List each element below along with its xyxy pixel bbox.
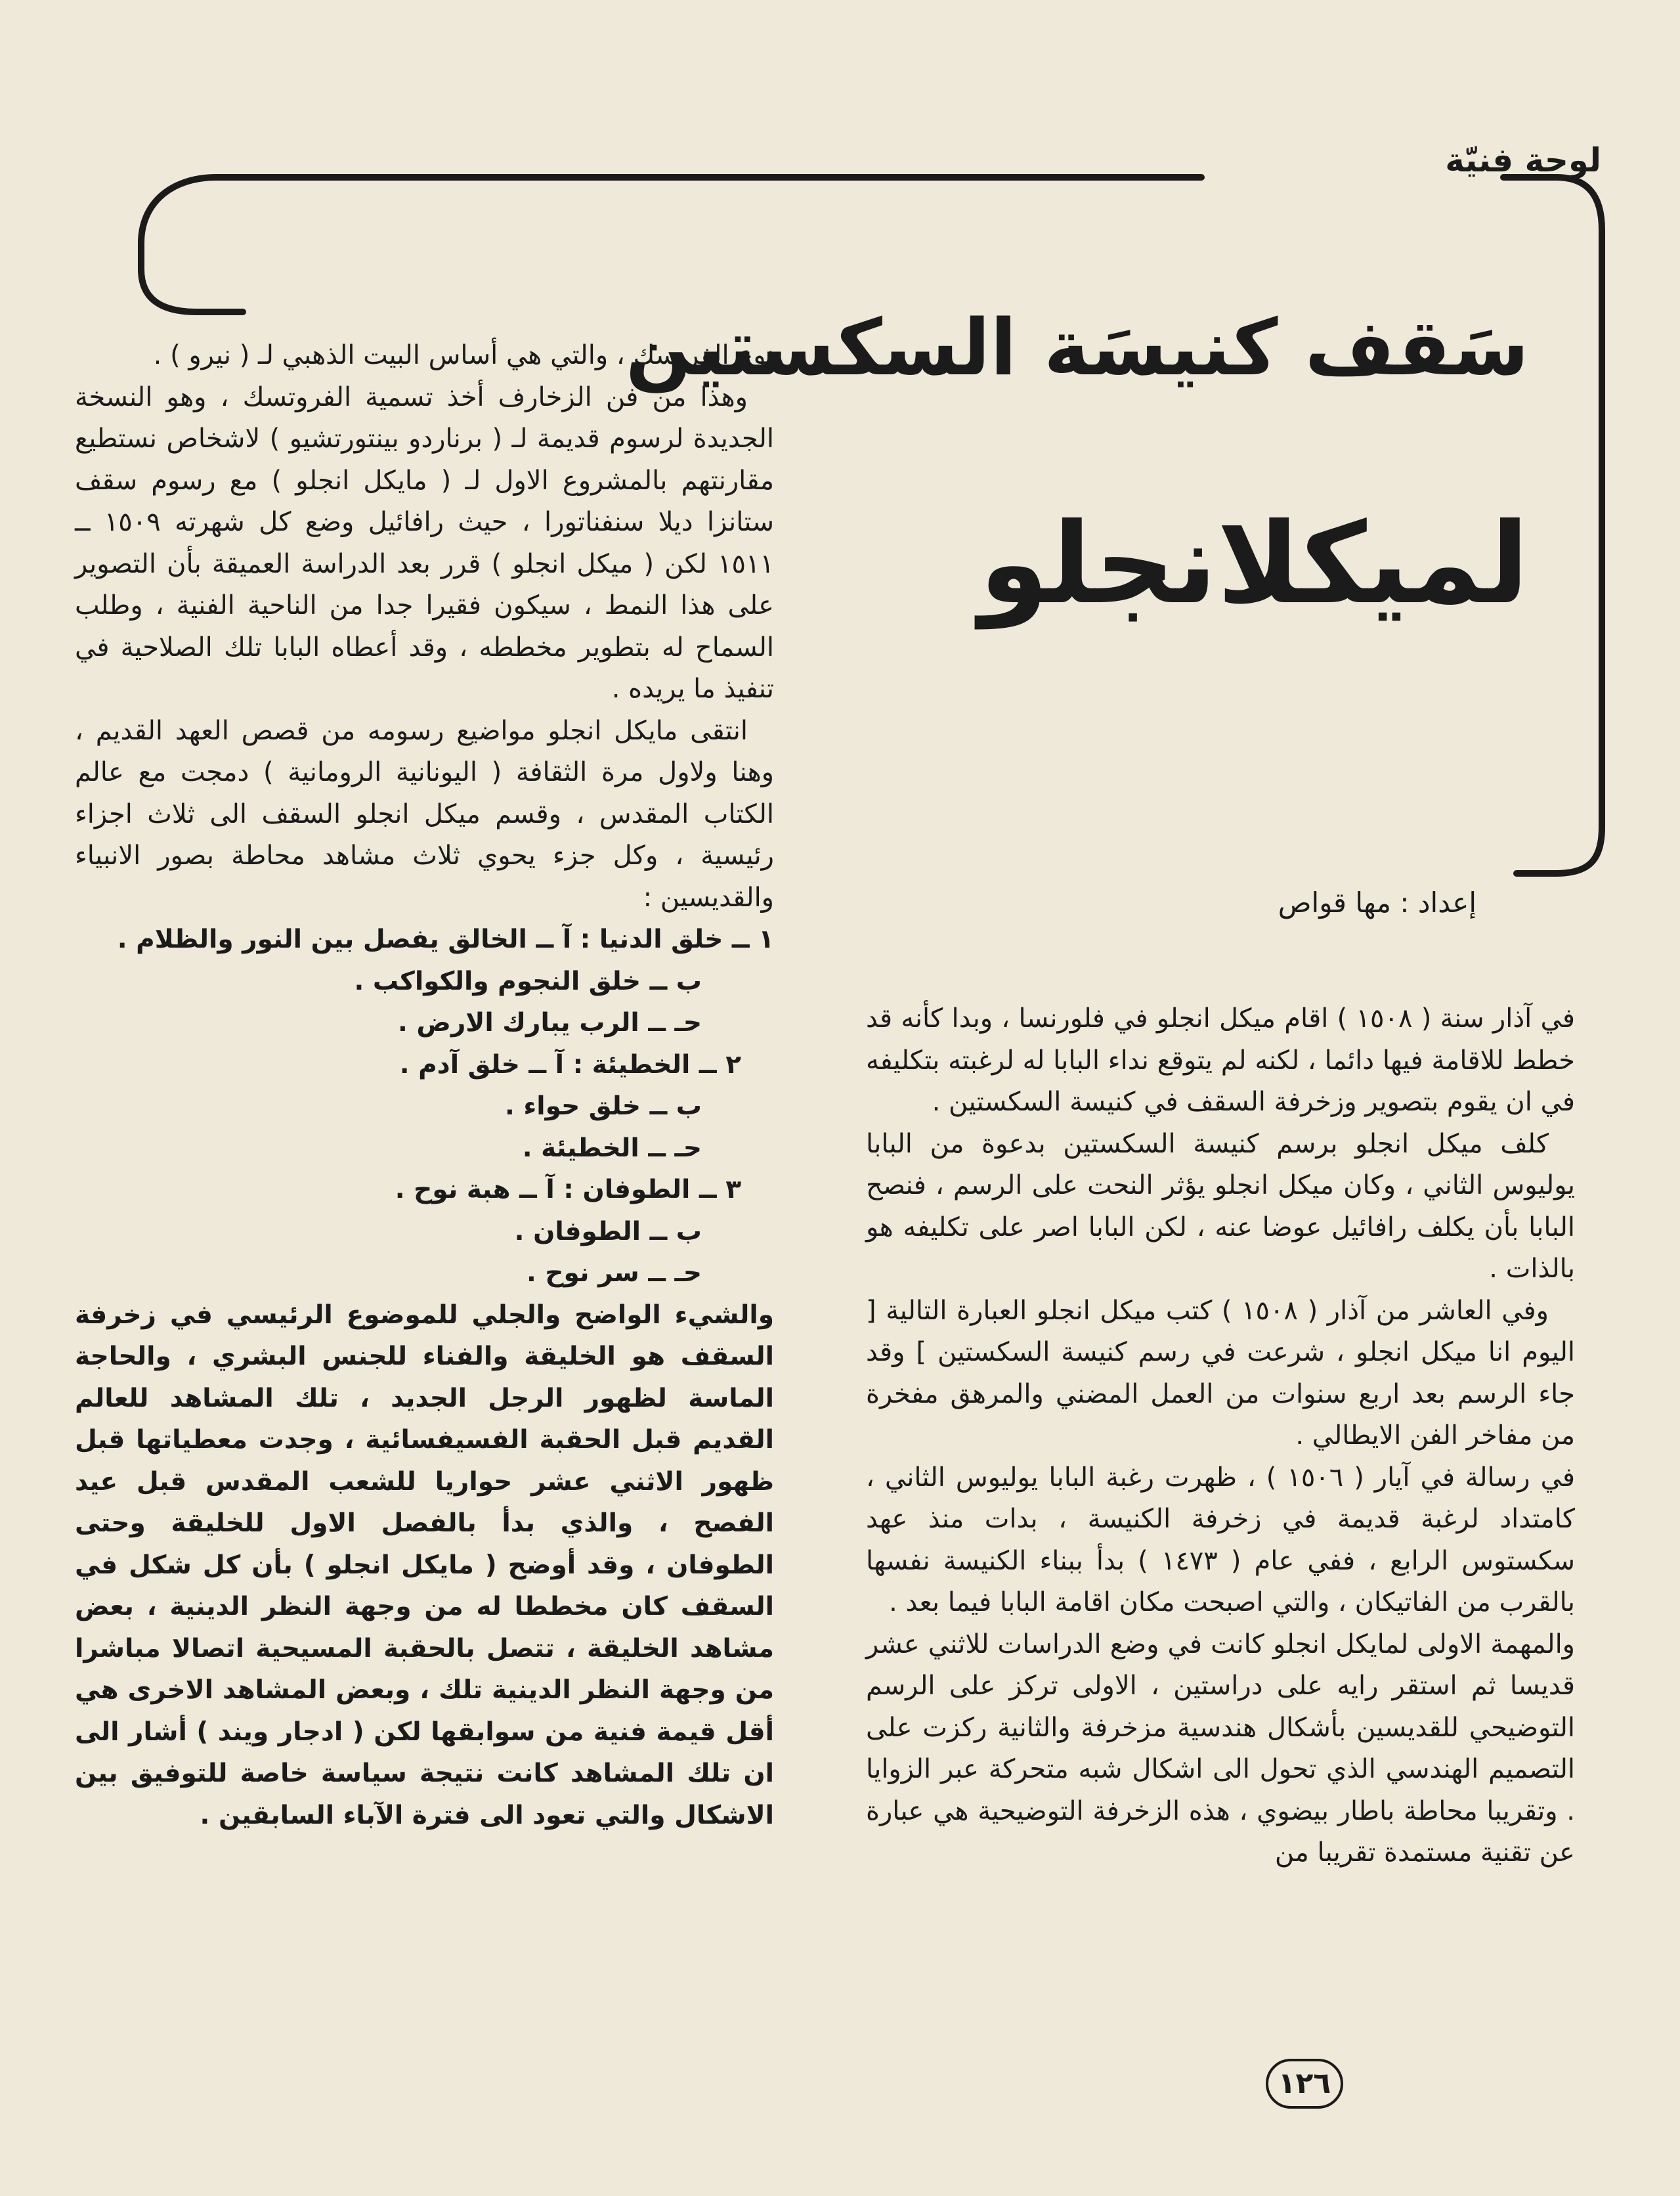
page-number: ١٢٦ xyxy=(1266,2059,1343,2109)
left-text-column xyxy=(75,335,774,1836)
paragraph: كلف ميكل انجلو برسم كنيسة السكستين بدعوة من البابا يوليوس الثاني ، وكان ميكل انجلو يؤثر النحت على الرسم ، فنصح البابا بأن يكلف رافائيل عوضا عنه ، لكن البابا اصر على تكليفه هو بالذات . xyxy=(866,1128,1575,1284)
list-item: ب ــ خلق حواء . xyxy=(504,1091,702,1121)
list-item: ٢ ــ الخطيئة : آ ــ خلق آدم . xyxy=(399,1049,741,1080)
paragraph: انتقى مايكل انجلو مواضيع رسومه من قصص العهد القديم ، وهنا ولاول مرة الثقافة ( اليونانية الرومانية ) دمجت مع عالم الكتاب المقدس ، وقسم ميكل انجلو السقف الى ثلاث اجزاء رئيسية ، وكل جزء يحوي ثلاث مشاهد محاطة بصور الانبياء والقديسين : xyxy=(75,715,774,913)
list-item: حـ ــ سر نوح . xyxy=(526,1258,702,1288)
paragraph: والشيء الواضح والجلي للموضوع الرئيسي في زخرفة السقف هو الخليقة والفناء للجنس البشري ، والحاجة الماسة لظهور الرجل الجديد ، تلك المشاهد للعالم القديم قبل الحقبة الفسيفسائية ، وجدت معطياتها قبل ظهور الاثني عشر حواريا للشعب المقدس قبل عيد الفصح ، والذي بدأ بالفصل الاول للخليقة وحتى الطوفان ، وقد أوضح ( مايكل انجلو ) بأن كل شكل في السقف كان مخططا له من وجهة النظر الدينية ، بعض مشاهد الخليقة ، تتصل بالحقبة المسيحية اتصالا مباشرا من وجهة النظر الدينية تلك ، وبعض المشاهد الاخرى هي أقل قيمة فنية من سوابقها لكن ( ادجار ويند ) أشار الى ان تلك المشاهد كانت نتيجة سياسة خاصة للتوفيق بين الاشكال والتي تعود الى فترة الآباء السابقين . xyxy=(75,1300,774,1830)
paragraph: وفي العاشر من آذار ( ١٥٠٨ ) كتب ميكل انجلو العبارة التالية [ اليوم انا ميكل انجلو ، شرعت في رسم كنيسة السكستين ] وقد جاء الرسم بعد اربع سنوات من العمل المضني والمرهق مفخرة من مفاخر الفن الايطالي . xyxy=(866,1295,1575,1451)
article-title: سَقف كنيسَة السكستين xyxy=(625,302,1529,393)
list-item: حـ ــ الخطيئة . xyxy=(522,1133,702,1163)
paragraph: وهذا من فن الزخارف أخذ تسمية الفروتسك ، وهو النسخة الجديدة لرسوم قديمة لـ ( برناردو بينتورتشيو ) لاشخاص نستطيع مقارنتهم بالمشروع الاول لـ ( مايكل انجلو ) مع رسوم سقف ستانزا ديلا سنفناتورا ، حيث رافائيل وضع كل شهرته ١٥٠٩ ــ ١٥١١ لكن ( ميكل انجلو ) قرر بعد الدراسة العميقة بأن التصوير على هذا النمط ، سيكون فقيرا جدا من الناحية الفنية ، وطلب السماح له بتطوير مخططه ، وقد أعطاه البابا تلك الصلاحية في تنفيذ ما يريده . xyxy=(75,382,774,704)
right-text-column xyxy=(866,998,1575,1874)
list-item: حـ ــ الرب يبارك الارض . xyxy=(398,1008,702,1038)
list-item: ب ــ الطوفان . xyxy=(514,1216,702,1246)
list-item: ب ــ خلق النجوم والكواكب . xyxy=(354,966,702,996)
paragraph: في آذار سنة ( ١٥٠٨ ) اقام ميكل انجلو في فلورنسا ، وبدا كأنه قد خطط للاقامة فيها دائما ، لكنه لم يتوقع نداء البابا له لرغبته بتكليفه في ان يقوم بتصوير وزخرفة السقف في كنيسة السكستين . xyxy=(866,1003,1576,1117)
section-label: لوحة فنيّة xyxy=(1445,141,1601,179)
article-title-subtitle: لميكلانجلو xyxy=(979,499,1529,629)
paragraph: في رسالة في آيار ( ١٥٠٦ ) ، ظهرت رغبة البابا يوليوس الثاني ، كامتداد لرغبة قديمة في زخرفة الكنيسة ، بدات منذ عهد سكستوس الرابع ، ففي عام ( ١٤٧٣ ) بدأ ببناء الكنيسة نفسها بالقرب من الفاتيكان ، والتي اصبحت مكان اقامة البابا فيما بعد . xyxy=(866,1462,1575,1617)
list-item: ١ ــ خلق الدنيا : آ ــ الخالق يفصل بين النور والظلام . xyxy=(117,925,774,954)
paragraph: والمهمة الاولى لمايكل انجلو كانت في وضع الدراسات للاثني عشر قديسا ثم استقر رايه على دراستين ، الاولى تركز على الرسم التوضيحي للقديسين بأشكال هندسية مزخرفة والثانية ركزت على التصميم الهندسي الذي تحول الى اشكال شبه متحركة عبر الزوايا . وتقريبا محاطة باطار بيضوي ، هذه الزخرفة التوضيحية هي عبارة عن تقنية مستمدة تقريبا من xyxy=(866,1629,1575,1868)
list-item: ٣ ــ الطوفان : آ ــ هبة نوح . xyxy=(395,1175,741,1204)
paragraph: نوع الفريسك ، والتي هي أساس البيت الذهبي لـ ( نيرو ) . xyxy=(153,340,774,370)
author-byline: إعداد : مها قواص xyxy=(1278,887,1476,919)
